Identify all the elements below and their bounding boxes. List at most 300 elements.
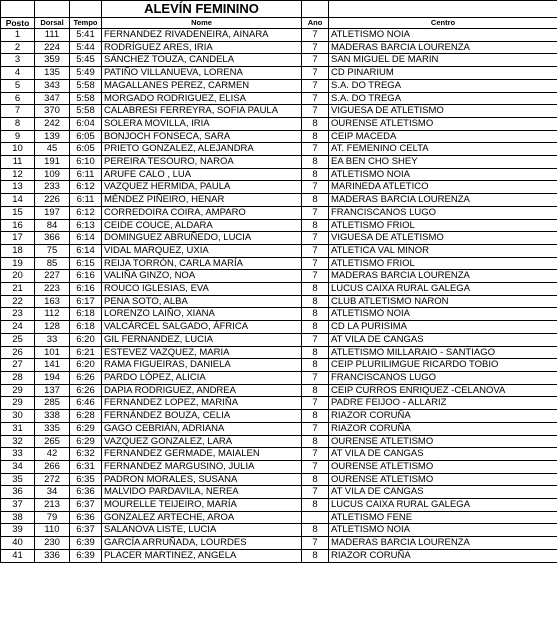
cell-posto: 20 bbox=[1, 270, 35, 283]
cell-centro: AT. FEMENINO CELTA bbox=[329, 143, 557, 156]
cell-tempo: 6:29 bbox=[70, 422, 102, 435]
cell-centro: RIAZOR CORUÑA bbox=[329, 549, 557, 562]
cell-posto: 1 bbox=[1, 29, 35, 42]
col-header-ano: Ano bbox=[302, 18, 329, 29]
cell-dorsal: 336 bbox=[35, 549, 70, 562]
cell-centro: ATLETISMO FRIOL bbox=[329, 219, 557, 232]
cell-nome: MOURELLE TEIJEIRO, MARÍA bbox=[102, 499, 302, 512]
cell-posto: 18 bbox=[1, 244, 35, 257]
cell-dorsal: 272 bbox=[35, 473, 70, 486]
cell-dorsal: 191 bbox=[35, 156, 70, 169]
table-row bbox=[1, 117, 557, 130]
cell-nome: MALVIDO PARDAVILA, NEREA bbox=[102, 486, 302, 499]
cell-tempo: 6:31 bbox=[70, 460, 102, 473]
cell-ano: 7 bbox=[302, 422, 329, 435]
cell-nome: PENA SOTO, ALBA bbox=[102, 295, 302, 308]
cell-nome: SÁNCHEZ TOUZA, CANDELA bbox=[102, 54, 302, 67]
cell-nome: PATIÑO VILLANUEVA, LORENA bbox=[102, 67, 302, 80]
cell-tempo: 6:26 bbox=[70, 371, 102, 384]
cell-tempo: 6:36 bbox=[70, 511, 102, 524]
cell-ano: 7 bbox=[302, 460, 329, 473]
cell-dorsal: 285 bbox=[35, 397, 70, 410]
table-row bbox=[1, 257, 557, 270]
cell-nome: ARUFE CALO , LUA bbox=[102, 168, 302, 181]
cell-posto: 5 bbox=[1, 79, 35, 92]
cell-dorsal: 45 bbox=[35, 143, 70, 156]
cell-dorsal: 42 bbox=[35, 448, 70, 461]
cell-ano: 7 bbox=[302, 257, 329, 270]
cell-centro: RIAZOR CORUÑA bbox=[329, 410, 557, 423]
cell-nome: REIJA TORRÓN, CARLA MARÍA bbox=[102, 257, 302, 270]
cell-posto: 33 bbox=[1, 448, 35, 461]
cell-posto: 11 bbox=[1, 156, 35, 169]
cell-ano: 8 bbox=[302, 549, 329, 562]
cell-tempo: 6:26 bbox=[70, 384, 102, 397]
cell-dorsal: 359 bbox=[35, 54, 70, 67]
cell-posto: 19 bbox=[1, 257, 35, 270]
cell-ano: 8 bbox=[302, 168, 329, 181]
cell-nome: SOLERA MOVILLA, IRIA bbox=[102, 117, 302, 130]
table-row bbox=[1, 448, 557, 461]
cell-centro: AT VILA DE CANGAS bbox=[329, 448, 557, 461]
table-row bbox=[1, 232, 557, 245]
cell-centro: AT VILA DE CANGAS bbox=[329, 333, 557, 346]
cell-ano: 7 bbox=[302, 486, 329, 499]
cell-dorsal: 109 bbox=[35, 168, 70, 181]
cell-ano bbox=[302, 511, 329, 524]
cell-nome: CALABRESI FERREYRA, SOFIA PAULA bbox=[102, 105, 302, 118]
cell-centro: CEIP CURROS ENRIQUEZ -CELANOVA bbox=[329, 384, 557, 397]
table-row bbox=[1, 295, 557, 308]
cell-nome: DAPIA RODRIGUEZ, ANDREA bbox=[102, 384, 302, 397]
cell-dorsal: 79 bbox=[35, 511, 70, 524]
table-row bbox=[1, 168, 557, 181]
cell-dorsal: 223 bbox=[35, 283, 70, 296]
cell-ano: 7 bbox=[302, 371, 329, 384]
cell-centro: CD LA PURISIMA bbox=[329, 321, 557, 334]
cell-posto: 6 bbox=[1, 92, 35, 105]
cell-ano: 7 bbox=[302, 79, 329, 92]
cell-nome: BONJOCH FONSECA, SARA bbox=[102, 130, 302, 143]
cell-posto: 24 bbox=[1, 321, 35, 334]
cell-centro: CD PINARIUM bbox=[329, 67, 557, 80]
cell-tempo: 6:35 bbox=[70, 473, 102, 486]
cell-tempo: 6:05 bbox=[70, 130, 102, 143]
cell-tempo: 6:39 bbox=[70, 537, 102, 550]
cell-posto: 8 bbox=[1, 117, 35, 130]
cell-ano: 7 bbox=[302, 270, 329, 283]
cell-tempo: 6:46 bbox=[70, 397, 102, 410]
cell-dorsal: 338 bbox=[35, 410, 70, 423]
cell-centro: VIGUESA DE ATLETISMO bbox=[329, 105, 557, 118]
cell-centro: S.A. DO TREGA bbox=[329, 92, 557, 105]
cell-posto: 16 bbox=[1, 219, 35, 232]
table-row bbox=[1, 435, 557, 448]
cell-posto: 29 bbox=[1, 397, 35, 410]
cell-ano: 8 bbox=[302, 219, 329, 232]
cell-dorsal: 139 bbox=[35, 130, 70, 143]
cell-posto: 37 bbox=[1, 499, 35, 512]
cell-centro: OURENSE ATLETISMO bbox=[329, 117, 557, 130]
cell-dorsal: 335 bbox=[35, 422, 70, 435]
table-row bbox=[1, 156, 557, 169]
cell-dorsal: 111 bbox=[35, 29, 70, 42]
cell-posto: 9 bbox=[1, 130, 35, 143]
cell-ano: 7 bbox=[302, 232, 329, 245]
cell-centro: ATLETISMO NOIA bbox=[329, 308, 557, 321]
cell-tempo: 6:14 bbox=[70, 232, 102, 245]
table-row bbox=[1, 397, 557, 410]
cell-posto: 35 bbox=[1, 473, 35, 486]
cell-tempo: 6:28 bbox=[70, 410, 102, 423]
cell-posto: 41 bbox=[1, 549, 35, 562]
cell-dorsal: 224 bbox=[35, 41, 70, 54]
cell-dorsal: 370 bbox=[35, 105, 70, 118]
cell-centro: ATLETISMO FENE bbox=[329, 511, 557, 524]
table-row bbox=[1, 410, 557, 423]
cell-posto: 26 bbox=[1, 346, 35, 359]
cell-centro: VIGUESA DE ATLETISMO bbox=[329, 232, 557, 245]
cell-nome: MÉNDEZ PIÑEIRO, HENAR bbox=[102, 194, 302, 207]
cell-dorsal: 85 bbox=[35, 257, 70, 270]
cell-tempo: 6:16 bbox=[70, 270, 102, 283]
cell-nome: DOMINGUEZ ABRUÑEDO, LUCIA bbox=[102, 232, 302, 245]
cell-ano: 7 bbox=[302, 537, 329, 550]
cell-tempo: 6:32 bbox=[70, 448, 102, 461]
cell-dorsal: 197 bbox=[35, 206, 70, 219]
cell-dorsal: 33 bbox=[35, 333, 70, 346]
cell-dorsal: 343 bbox=[35, 79, 70, 92]
table-row bbox=[1, 194, 557, 207]
cell-dorsal: 347 bbox=[35, 92, 70, 105]
cell-tempo: 6:11 bbox=[70, 168, 102, 181]
table-row bbox=[1, 537, 557, 550]
cell-posto: 2 bbox=[1, 41, 35, 54]
cell-posto: 28 bbox=[1, 371, 35, 384]
cell-ano: 8 bbox=[302, 499, 329, 512]
table-row bbox=[1, 511, 557, 524]
cell-centro: MADERAS BARCIA LOURENZA bbox=[329, 194, 557, 207]
cell-posto: 32 bbox=[1, 435, 35, 448]
cell-centro: MADERAS BARCIA LOURENZA bbox=[329, 270, 557, 283]
cell-posto: 29 bbox=[1, 384, 35, 397]
cell-nome: VAZQUEZ GONZALEZ, LARA bbox=[102, 435, 302, 448]
cell-ano: 8 bbox=[302, 346, 329, 359]
cell-posto: 3 bbox=[1, 54, 35, 67]
cell-ano: 7 bbox=[302, 29, 329, 42]
cell-centro: LUCUS CAIXA RURAL GALEGA bbox=[329, 499, 557, 512]
cell-centro: ATLETISMO NOIA bbox=[329, 29, 557, 42]
header-row bbox=[1, 18, 557, 29]
table-row bbox=[1, 67, 557, 80]
table-row bbox=[1, 270, 557, 283]
cell-nome: FERNANDEZ LOPEZ, MARIÑA bbox=[102, 397, 302, 410]
cell-dorsal: 34 bbox=[35, 486, 70, 499]
cell-posto: 40 bbox=[1, 537, 35, 550]
table-row bbox=[1, 486, 557, 499]
cell-nome: PEREIRA TESOURO, NAROA bbox=[102, 156, 302, 169]
table-row bbox=[1, 371, 557, 384]
cell-posto: 22 bbox=[1, 295, 35, 308]
cell-tempo: 6:13 bbox=[70, 219, 102, 232]
col-header-posto: Posto bbox=[1, 18, 35, 29]
cell-posto: 10 bbox=[1, 143, 35, 156]
table-row bbox=[1, 92, 557, 105]
cell-centro: FRANCISCANOS LUGO bbox=[329, 206, 557, 219]
cell-tempo: 6:10 bbox=[70, 156, 102, 169]
cell-dorsal: 366 bbox=[35, 232, 70, 245]
cell-dorsal: 110 bbox=[35, 524, 70, 537]
cell-nome: VAZQUEZ HERMIDA, PAULA bbox=[102, 181, 302, 194]
cell-ano: 7 bbox=[302, 244, 329, 257]
cell-centro: ATLETISMO MILLARAIO - SANTIAGO bbox=[329, 346, 557, 359]
cell-tempo: 6:16 bbox=[70, 283, 102, 296]
cell-ano: 8 bbox=[302, 359, 329, 372]
cell-tempo: 6:36 bbox=[70, 486, 102, 499]
cell-posto: 21 bbox=[1, 283, 35, 296]
cell-ano: 7 bbox=[302, 41, 329, 54]
cell-tempo: 6:37 bbox=[70, 499, 102, 512]
cell-ano: 7 bbox=[302, 105, 329, 118]
table-row bbox=[1, 143, 557, 156]
cell-ano: 8 bbox=[302, 194, 329, 207]
cell-posto: 4 bbox=[1, 67, 35, 80]
cell-ano: 7 bbox=[302, 448, 329, 461]
cell-dorsal: 242 bbox=[35, 117, 70, 130]
cell-tempo: 6:18 bbox=[70, 308, 102, 321]
cell-ano: 8 bbox=[302, 283, 329, 296]
table-row bbox=[1, 422, 557, 435]
cell-nome: GAGO CEBRIÁN, ADRIANA bbox=[102, 422, 302, 435]
cell-centro: OURENSE ATLETISMO bbox=[329, 435, 557, 448]
cell-centro: SAN MIGUEL DE MARIN bbox=[329, 54, 557, 67]
cell-posto: 25 bbox=[1, 333, 35, 346]
cell-ano: 7 bbox=[302, 143, 329, 156]
cell-nome: RODRÍGUEZ ARES, IRIA bbox=[102, 41, 302, 54]
cell-nome: FERNANDEZ MARGUSINO, JULIA bbox=[102, 460, 302, 473]
cell-ano: 7 bbox=[302, 54, 329, 67]
cell-tempo: 6:37 bbox=[70, 524, 102, 537]
cell-ano: 7 bbox=[302, 67, 329, 80]
title-row bbox=[1, 1, 557, 18]
table-row bbox=[1, 549, 557, 562]
cell-centro: PADRE FEIJOO - ALLARIZ bbox=[329, 397, 557, 410]
cell-dorsal: 112 bbox=[35, 308, 70, 321]
cell-centro: MARINEDA ATLETICO bbox=[329, 181, 557, 194]
cell-ano: 8 bbox=[302, 295, 329, 308]
table-row bbox=[1, 130, 557, 143]
cell-nome: MAGALLANES PEREZ, CARMEN bbox=[102, 79, 302, 92]
cell-nome: VALIÑA GINZO, NOA bbox=[102, 270, 302, 283]
cell-tempo: 6:12 bbox=[70, 181, 102, 194]
cell-dorsal: 137 bbox=[35, 384, 70, 397]
cell-dorsal: 194 bbox=[35, 371, 70, 384]
cell-centro: MADERAS BARCIA LOURENZA bbox=[329, 537, 557, 550]
cell-posto: 12 bbox=[1, 168, 35, 181]
cell-centro: CEIP PLURILIMGUE RICARDO TOBIO bbox=[329, 359, 557, 372]
cell-tempo: 6:12 bbox=[70, 206, 102, 219]
cell-ano: 7 bbox=[302, 181, 329, 194]
cell-centro: MADERAS BARCIA LOURENZA bbox=[329, 41, 557, 54]
cell-nome: RAMA FIGUEIRAS, DANIELA bbox=[102, 359, 302, 372]
cell-posto: 30 bbox=[1, 410, 35, 423]
cell-dorsal: 265 bbox=[35, 435, 70, 448]
cell-ano: 7 bbox=[302, 92, 329, 105]
cell-nome: GIL FERNANDEZ, LUCIA bbox=[102, 333, 302, 346]
cell-tempo: 5:41 bbox=[70, 29, 102, 42]
cell-dorsal: 84 bbox=[35, 219, 70, 232]
cell-nome: PRIETO GONZALEZ, ALEJANDRA bbox=[102, 143, 302, 156]
cell-tempo: 6:17 bbox=[70, 295, 102, 308]
cell-ano: 8 bbox=[302, 410, 329, 423]
table-row bbox=[1, 524, 557, 537]
category-title: ALEVÍN FEMININO bbox=[102, 1, 302, 18]
cell-tempo: 6:05 bbox=[70, 143, 102, 156]
cell-nome: GARCÍA ARRUÑADA, LOURDES bbox=[102, 537, 302, 550]
cell-dorsal: 226 bbox=[35, 194, 70, 207]
cell-nome: ESTEVEZ VAZQUEZ, MARIA bbox=[102, 346, 302, 359]
cell-centro: CLUB ATLETISMO NARON bbox=[329, 295, 557, 308]
table-row bbox=[1, 384, 557, 397]
cell-tempo: 6:20 bbox=[70, 359, 102, 372]
cell-centro: ATLETISMO NOIA bbox=[329, 168, 557, 181]
cell-dorsal: 128 bbox=[35, 321, 70, 334]
table-row bbox=[1, 79, 557, 92]
cell-tempo: 6:14 bbox=[70, 244, 102, 257]
cell-tempo: 6:18 bbox=[70, 321, 102, 334]
cell-tempo: 5:58 bbox=[70, 92, 102, 105]
cell-posto: 17 bbox=[1, 232, 35, 245]
cell-tempo: 6:04 bbox=[70, 117, 102, 130]
cell-nome: VALCÁRCEL SALGADO, ÁFRICA bbox=[102, 321, 302, 334]
cell-posto: 31 bbox=[1, 422, 35, 435]
table-row bbox=[1, 29, 557, 42]
cell-dorsal: 75 bbox=[35, 244, 70, 257]
cell-dorsal: 266 bbox=[35, 460, 70, 473]
cell-ano: 8 bbox=[302, 473, 329, 486]
cell-ano: 8 bbox=[302, 308, 329, 321]
cell-nome: CORREDOIRA COIRA, AMPARO bbox=[102, 206, 302, 219]
cell-nome: ROUCO IGLESIAS, EVA bbox=[102, 283, 302, 296]
cell-posto: 14 bbox=[1, 194, 35, 207]
table-row bbox=[1, 460, 557, 473]
cell-posto: 23 bbox=[1, 308, 35, 321]
cell-posto: 15 bbox=[1, 206, 35, 219]
table-row bbox=[1, 54, 557, 67]
cell-centro: OURENSE ATLETISMO bbox=[329, 473, 557, 486]
cell-ano: 8 bbox=[302, 321, 329, 334]
cell-tempo: 5:58 bbox=[70, 105, 102, 118]
table-row bbox=[1, 41, 557, 54]
table-row bbox=[1, 206, 557, 219]
cell-tempo: 5:44 bbox=[70, 41, 102, 54]
cell-ano: 8 bbox=[302, 524, 329, 537]
col-header-dorsal: Dorsal bbox=[35, 18, 70, 29]
table-row bbox=[1, 499, 557, 512]
table-row bbox=[1, 105, 557, 118]
cell-dorsal: 227 bbox=[35, 270, 70, 283]
cell-tempo: 6:15 bbox=[70, 257, 102, 270]
cell-posto: 38 bbox=[1, 511, 35, 524]
cell-ano: 8 bbox=[302, 117, 329, 130]
cell-dorsal: 101 bbox=[35, 346, 70, 359]
cell-dorsal: 230 bbox=[35, 537, 70, 550]
cell-dorsal: 233 bbox=[35, 181, 70, 194]
cell-posto: 39 bbox=[1, 524, 35, 537]
table-row bbox=[1, 181, 557, 194]
cell-posto: 7 bbox=[1, 105, 35, 118]
cell-centro: CEIP MACEDA bbox=[329, 130, 557, 143]
table-row bbox=[1, 346, 557, 359]
cell-centro: RIAZOR CORUÑA bbox=[329, 422, 557, 435]
table-row bbox=[1, 244, 557, 257]
cell-posto: 36 bbox=[1, 486, 35, 499]
cell-centro: OURENSE ATLETISMO bbox=[329, 460, 557, 473]
col-header-nome: Nome bbox=[102, 18, 302, 29]
cell-posto: 34 bbox=[1, 460, 35, 473]
cell-tempo: 6:21 bbox=[70, 346, 102, 359]
cell-tempo: 5:45 bbox=[70, 54, 102, 67]
cell-nome: FERNÁNDEZ BOUZA, CELIA bbox=[102, 410, 302, 423]
cell-ano: 7 bbox=[302, 333, 329, 346]
cell-centro: LUCUS CAIXA RURAL GALEGA bbox=[329, 283, 557, 296]
cell-centro: S.A. DO TREGA bbox=[329, 79, 557, 92]
cell-posto: 27 bbox=[1, 359, 35, 372]
cell-nome: PARDO LÓPEZ, ALICIA bbox=[102, 371, 302, 384]
cell-nome: SALANOVA LISTE, LUCIA bbox=[102, 524, 302, 537]
cell-centro: ATLETISMO NOIA bbox=[329, 524, 557, 537]
cell-nome: MORGADO RODRIGUEZ, ELISA bbox=[102, 92, 302, 105]
cell-dorsal: 141 bbox=[35, 359, 70, 372]
cell-nome: VIDAL MARQUEZ, UXIA bbox=[102, 244, 302, 257]
cell-centro: FRANCISCANOS LUGO bbox=[329, 371, 557, 384]
table-row bbox=[1, 333, 557, 346]
cell-nome: PLACER MARTINEZ, ANGELA bbox=[102, 549, 302, 562]
table-row bbox=[1, 283, 557, 296]
cell-ano: 7 bbox=[302, 397, 329, 410]
cell-dorsal: 135 bbox=[35, 67, 70, 80]
table-row bbox=[1, 308, 557, 321]
col-header-tempo: Tempo bbox=[70, 18, 102, 29]
cell-nome: PADRON MORALES, SUSANA bbox=[102, 473, 302, 486]
cell-ano: 8 bbox=[302, 130, 329, 143]
table-row bbox=[1, 359, 557, 372]
cell-nome: LORENZO LAIÑO, XIANA bbox=[102, 308, 302, 321]
cell-centro: AT VILA DE CANGAS bbox=[329, 486, 557, 499]
cell-ano: 8 bbox=[302, 384, 329, 397]
col-header-centro: Centro bbox=[329, 18, 557, 29]
cell-nome: FERNANDEZ GERMADE, MAIALEN bbox=[102, 448, 302, 461]
table-row bbox=[1, 473, 557, 486]
cell-ano: 7 bbox=[302, 206, 329, 219]
cell-dorsal: 163 bbox=[35, 295, 70, 308]
cell-nome: GONZALEZ ARTECHE, AROA bbox=[102, 511, 302, 524]
cell-tempo: 6:29 bbox=[70, 435, 102, 448]
cell-centro: ATLETICA VAL MINOR bbox=[329, 244, 557, 257]
cell-dorsal: 213 bbox=[35, 499, 70, 512]
cell-posto: 13 bbox=[1, 181, 35, 194]
cell-centro: EA BEN CHO SHEY bbox=[329, 156, 557, 169]
cell-centro: ATLETISMO FRIOL bbox=[329, 257, 557, 270]
cell-ano: 8 bbox=[302, 435, 329, 448]
cell-ano: 8 bbox=[302, 156, 329, 169]
cell-tempo: 5:58 bbox=[70, 79, 102, 92]
cell-tempo: 6:39 bbox=[70, 549, 102, 562]
cell-nome: CEIDE COUCE, ALDARA bbox=[102, 219, 302, 232]
cell-tempo: 5:49 bbox=[70, 67, 102, 80]
table-row bbox=[1, 321, 557, 334]
cell-tempo: 6:11 bbox=[70, 194, 102, 207]
